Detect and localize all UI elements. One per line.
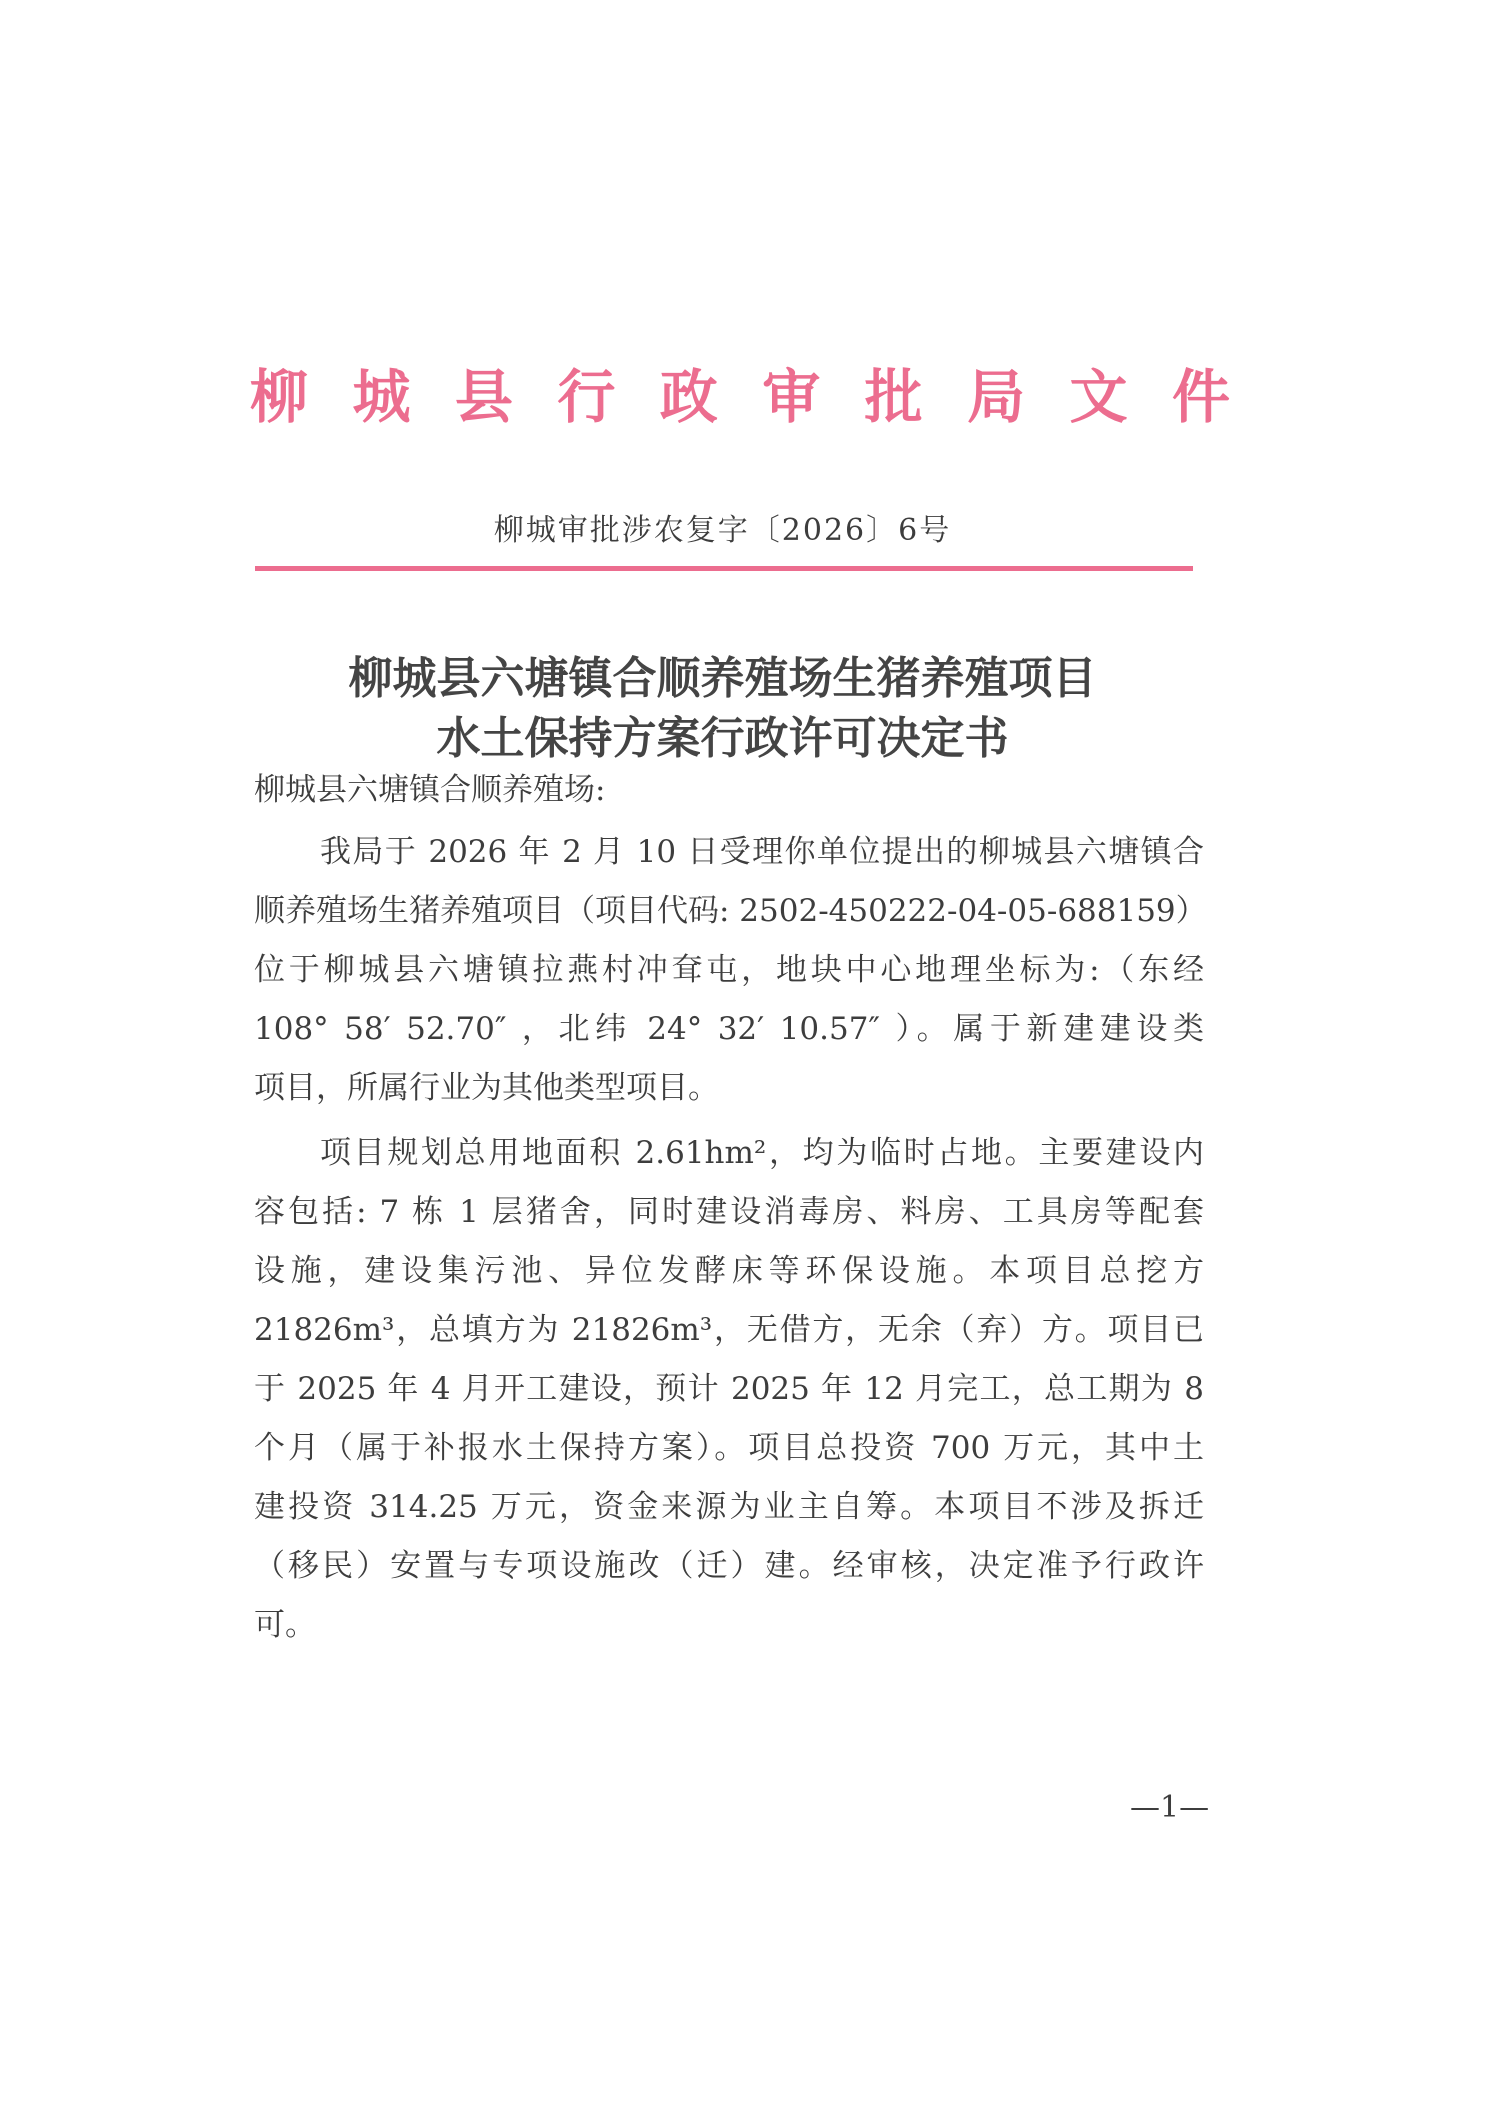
paragraph-2-line: 21826m³，总填方为 21826m³，无借方，无余（弃）方。项目已 (254, 1312, 1204, 1348)
paragraph-2-line: 个月（属于补报水土保持方案）。项目总投资 700 万元，其中土 (254, 1430, 1204, 1466)
header-char: 局 (967, 363, 1026, 431)
paragraph-2-line: 建投资 314.25 万元，资金来源为业主自筹。本项目不涉及拆迁 (254, 1489, 1204, 1525)
header-char: 政 (659, 363, 718, 431)
header-char: 柳 (250, 363, 309, 431)
header-char: 文 (1069, 363, 1128, 431)
paragraph-2-line: 设施，建设集污池、异位发酵床等环保设施。本项目总挖方 (254, 1253, 1204, 1289)
header-char: 审 (762, 363, 821, 431)
paragraph-1-line: 108° 58′ 52.70″ ，北纬 24° 32′ 10.57″ ）。属于新建建设类 (254, 1011, 1204, 1047)
paragraph-1-line: 我局于 2026 年 2 月 10 日受理你单位提出的柳城县六塘镇合 (320, 834, 1204, 870)
paragraph-2-line: 于 2025 年 4 月开工建设，预计 2025 年 12 月完工，总工期为 8 (254, 1371, 1204, 1407)
header-char: 城 (352, 363, 411, 431)
page-number: —1— (1130, 1790, 1210, 1825)
paragraph-2-line: 可。 (254, 1607, 316, 1643)
document-title-line-2: 水土保持方案行政许可决定书 (436, 713, 1009, 764)
paragraph-1-line: 位于柳城县六塘镇拉燕村冲耷屯，地块中心地理坐标为:（东经 (254, 952, 1204, 988)
recipient: 柳城县六塘镇合顺养殖场: (254, 772, 606, 808)
document-title-line-1: 柳城县六塘镇合顺养殖场生猪养殖项目 (348, 653, 1097, 704)
paragraph-2-line: 容包括: 7 栋 1 层猪舍，同时建设消毒房、料房、工具房等配套 (254, 1194, 1204, 1230)
paragraph-2-line: （移民）安置与专项设施改（迁）建。经审核，决定准予行政许 (254, 1548, 1204, 1584)
header-char: 县 (454, 363, 513, 431)
header-char: 行 (557, 363, 616, 431)
header-divider (255, 566, 1193, 571)
header-char: 件 (1171, 363, 1230, 431)
issuing-authority-header (250, 352, 1230, 432)
paragraph-1-line: 项目，所属行业为其他类型项目。 (254, 1070, 719, 1106)
document-number: 柳城审批涉农复字〔2026〕6号 (493, 513, 952, 548)
paragraph-2-line: 项目规划总用地面积 2.61hm²，均为临时占地。主要建设内 (320, 1135, 1204, 1171)
paragraph-1-line: 顺养殖场生猪养殖项目（项目代码: 2502-450222-04-05-688159） (254, 893, 1207, 929)
header-char: 批 (864, 363, 923, 431)
